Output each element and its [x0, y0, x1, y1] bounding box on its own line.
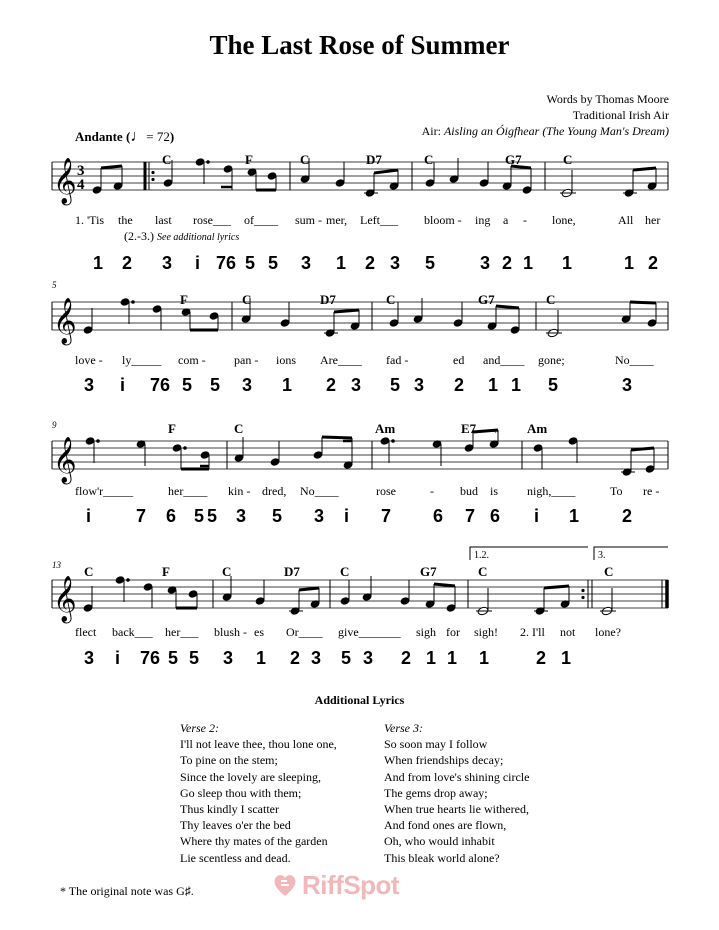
number-note: 2: [648, 253, 659, 273]
lyric: nigh,____: [527, 484, 576, 498]
lyric: and____: [483, 353, 525, 367]
chord: D7: [320, 292, 336, 307]
measure-number: 9: [52, 420, 57, 430]
number-note: 5: [548, 375, 559, 395]
number-note: 2: [622, 506, 633, 526]
tempo-bpm: = 72: [146, 129, 170, 144]
number-note: i: [344, 506, 350, 526]
number-note: 1: [523, 253, 534, 273]
lyric: Or____: [286, 625, 323, 639]
verse-line: When friendships decay;: [384, 753, 504, 768]
svg-text:4: 4: [77, 177, 85, 193]
number-note: i: [86, 506, 92, 526]
lyric: ed: [453, 353, 465, 367]
chord: Am: [375, 421, 396, 436]
number-note: 1: [256, 648, 267, 668]
lyric: gone;: [538, 353, 565, 367]
lyric: es: [254, 625, 264, 639]
number-note: 3: [242, 375, 253, 395]
number-note: 5: [194, 506, 205, 526]
number-note: 3: [236, 506, 247, 526]
number-note: 6: [490, 506, 501, 526]
verse-line: I'll not leave thee, thou lone one,: [180, 737, 337, 752]
lyric: the: [118, 213, 133, 227]
chord: D7: [284, 564, 300, 579]
tempo-marking: Andante (♩= 72): [75, 128, 175, 145]
air-translation: (The Young Man's Dream): [542, 124, 669, 138]
number-note: 1: [479, 648, 490, 668]
notes-system-2: [83, 298, 657, 338]
chord: C: [84, 564, 94, 579]
chord: F: [168, 421, 176, 436]
chord: C: [546, 292, 556, 307]
lyric: 1. 'Tis: [75, 213, 105, 227]
lyricist-credit: Words by Thomas Moore: [546, 92, 669, 106]
verse-line: To pine on the stem;: [180, 753, 278, 768]
number-note: 3: [314, 506, 325, 526]
measure-number: 13: [52, 560, 61, 570]
verse-label: Verse 3:: [384, 721, 423, 735]
lyric: sum -: [295, 213, 322, 227]
additional-lyrics-heading: Additional Lyrics: [314, 693, 405, 707]
verse-line: Lie scentless and dead.: [180, 850, 291, 865]
lyric: re -: [643, 484, 660, 498]
number-note: 3: [480, 253, 491, 273]
chord: C: [162, 152, 172, 167]
lyric: To: [610, 484, 623, 498]
number-note: 5: [210, 375, 221, 395]
lyric: -: [523, 213, 527, 227]
number-note: 76: [150, 375, 171, 395]
lyric: bud: [460, 484, 478, 498]
verse-3: [384, 720, 529, 866]
lyric: for: [446, 625, 460, 639]
number-note: i: [115, 648, 121, 668]
svg-text:3: 3: [77, 163, 85, 179]
verse-line: The gems drop away;: [384, 785, 488, 800]
lyric: flow'r_____: [75, 484, 134, 498]
chord: G7: [478, 292, 495, 307]
lyric: back___: [112, 625, 153, 639]
verse-line: Thy leaves o'er the bed: [180, 818, 291, 833]
chord: F: [245, 152, 253, 167]
lyric: sigh!: [474, 625, 498, 639]
chord: D7: [366, 152, 382, 167]
number-note: 1: [488, 375, 499, 395]
measure-number: 5: [52, 280, 57, 290]
staff-2: [52, 302, 668, 330]
lyric: her___: [165, 625, 199, 639]
number-note: 5: [189, 648, 200, 668]
notes-system-4: [83, 576, 616, 616]
lyric: Left___: [360, 213, 398, 227]
number-note: 2: [454, 375, 465, 395]
number-note: 2: [365, 253, 376, 273]
treble-clefs: [53, 158, 77, 624]
lyric: a: [503, 213, 509, 227]
number-note: 2: [401, 648, 412, 668]
quarter-note-icon: ♩: [130, 128, 147, 145]
treble-clef-icon: 𝄞: [53, 298, 77, 344]
number-note: 1: [624, 253, 635, 273]
verse-range: (2.-3.): [124, 229, 154, 243]
chord: C: [563, 152, 573, 167]
verse-label: Verse 2:: [180, 721, 219, 735]
lyric: No____: [615, 353, 654, 367]
number-note: 1: [93, 253, 104, 273]
footnote-marker: *: [493, 427, 499, 439]
number-note: 6: [166, 506, 177, 526]
number-note: 3: [351, 375, 362, 395]
chord: C: [478, 564, 488, 579]
number-note: 2: [326, 375, 337, 395]
number-note: 5: [168, 648, 179, 668]
number-note: 5: [182, 375, 193, 395]
volta-brackets: [470, 547, 668, 560]
number-note: i: [534, 506, 540, 526]
footnote: * The original note was G♯.: [60, 884, 194, 898]
number-note: 1: [569, 506, 580, 526]
number-note: 1: [282, 375, 293, 395]
lyric: mer,: [326, 213, 348, 227]
treble-clef-icon: 𝄞: [53, 576, 77, 622]
chord: F: [180, 292, 188, 307]
lyric: lone?: [595, 625, 621, 639]
verse-line: Thus kindly I scatter: [180, 802, 279, 817]
number-note: 5: [268, 253, 279, 273]
composer-credit: Traditional Irish Air: [572, 108, 669, 122]
number-note: 3: [162, 253, 173, 273]
lyric: rose: [376, 484, 396, 498]
chord: G7: [505, 152, 522, 167]
guitar-pick-icon: [272, 872, 298, 898]
number-note: 1: [561, 648, 572, 668]
lyric: her: [645, 213, 661, 227]
number-note: 76: [140, 648, 161, 668]
lyric: 2. I'll: [520, 625, 545, 639]
chord: C: [386, 292, 396, 307]
chord: E7: [461, 421, 477, 436]
verse-line: So soon may I follow: [384, 737, 488, 752]
lyric: lone,: [552, 213, 576, 227]
verse-line: This bleak world alone?: [384, 850, 500, 865]
lyric: ing: [475, 213, 491, 227]
verse-line: And from love's shining circle: [384, 769, 530, 784]
number-note: 3: [414, 375, 425, 395]
lyric: Are____: [320, 353, 362, 367]
verse-line: Go sleep thou with them;: [180, 785, 302, 800]
air-title: Aisling an Óigfhear: [443, 124, 540, 138]
verse-line: Oh, who would inhabit: [384, 834, 495, 849]
lyric: not: [560, 625, 576, 639]
number-note: 3: [301, 253, 312, 273]
lyric: All: [618, 213, 634, 227]
number-note: 2: [122, 253, 133, 273]
number-note: 3: [84, 648, 95, 668]
page-title: The Last Rose of Summer: [209, 30, 510, 60]
verse-line: And fond ones are flown,: [384, 818, 507, 833]
number-note: 1: [562, 253, 573, 273]
lyric: -: [430, 484, 434, 498]
number-note: 5: [272, 506, 283, 526]
lyric: rose___: [193, 213, 231, 227]
number-note: 2: [536, 648, 547, 668]
chord: C: [234, 421, 244, 436]
number-note: 5: [390, 375, 401, 395]
lyric: of____: [244, 213, 278, 227]
chord: C: [300, 152, 310, 167]
lyric: ly_____: [122, 353, 162, 367]
see-additional-lyrics: See additional lyrics: [157, 232, 240, 243]
number-note: i: [195, 253, 201, 273]
number-note: 1: [336, 253, 347, 273]
chord: F: [162, 564, 170, 579]
number-note: 1: [511, 375, 522, 395]
time-signature: [77, 163, 85, 193]
verse-line: When true hearts lie withered,: [384, 802, 529, 817]
chord: Am: [527, 421, 548, 436]
lyric: fad -: [386, 353, 409, 367]
number-note: 3: [363, 648, 374, 668]
lyric: sigh: [416, 625, 437, 639]
staff-4: [52, 580, 668, 608]
number-note: 5: [207, 506, 218, 526]
verse-line: Where thy mates of the garden: [180, 834, 328, 849]
number-note: 1: [426, 648, 437, 668]
lyric: is: [490, 484, 499, 498]
chord: G7: [420, 564, 437, 579]
number-note: 3: [84, 375, 95, 395]
lyric: flect: [75, 625, 97, 639]
additional-lyrics-note: [124, 229, 239, 244]
number-note: i: [120, 375, 126, 395]
lyric: last: [155, 213, 172, 227]
chord: C: [242, 292, 252, 307]
number-note: 5: [341, 648, 352, 668]
number-note: 7: [381, 506, 392, 526]
lyric: bloom -: [424, 213, 462, 227]
treble-clef-icon: 𝄞: [53, 437, 77, 483]
number-note: 7: [465, 506, 476, 526]
number-note: 7: [136, 506, 147, 526]
brand-name: RiffSpot: [302, 870, 400, 900]
lyric: blush -: [214, 625, 247, 639]
air-prefix: Air:: [421, 124, 441, 138]
lyric: give_______: [338, 625, 401, 639]
number-note: 3: [390, 253, 401, 273]
number-note: 3: [223, 648, 234, 668]
lyric: dred,: [262, 484, 287, 498]
number-note: 2: [502, 253, 513, 273]
lyric: her____: [168, 484, 208, 498]
chord: C: [340, 564, 350, 579]
treble-clef-icon: 𝄞: [53, 158, 77, 204]
number-note: 6: [433, 506, 444, 526]
tempo-word: Andante: [75, 129, 123, 144]
number-note: 3: [311, 648, 322, 668]
number-note: 3: [622, 375, 633, 395]
volta-label: 3.: [598, 550, 606, 561]
verse-line: Since the lovely are sleeping,: [180, 769, 321, 784]
lyric: No____: [300, 484, 339, 498]
brand-logo[interactable]: [272, 868, 399, 901]
chord: C: [222, 564, 232, 579]
number-note: 76: [216, 253, 237, 273]
lyric: com -: [178, 353, 206, 367]
volta-label: 1.2.: [474, 550, 489, 561]
chord: C: [424, 152, 434, 167]
chord: C: [604, 564, 614, 579]
lyric: love -: [75, 353, 103, 367]
lyric: ions: [276, 353, 297, 367]
number-note: 5: [425, 253, 436, 273]
number-note: 2: [290, 648, 301, 668]
number-note: 5: [245, 253, 256, 273]
number-note: 1: [447, 648, 458, 668]
lyric: pan -: [234, 353, 259, 367]
verse-2: [180, 720, 337, 866]
lyric: kin -: [228, 484, 251, 498]
